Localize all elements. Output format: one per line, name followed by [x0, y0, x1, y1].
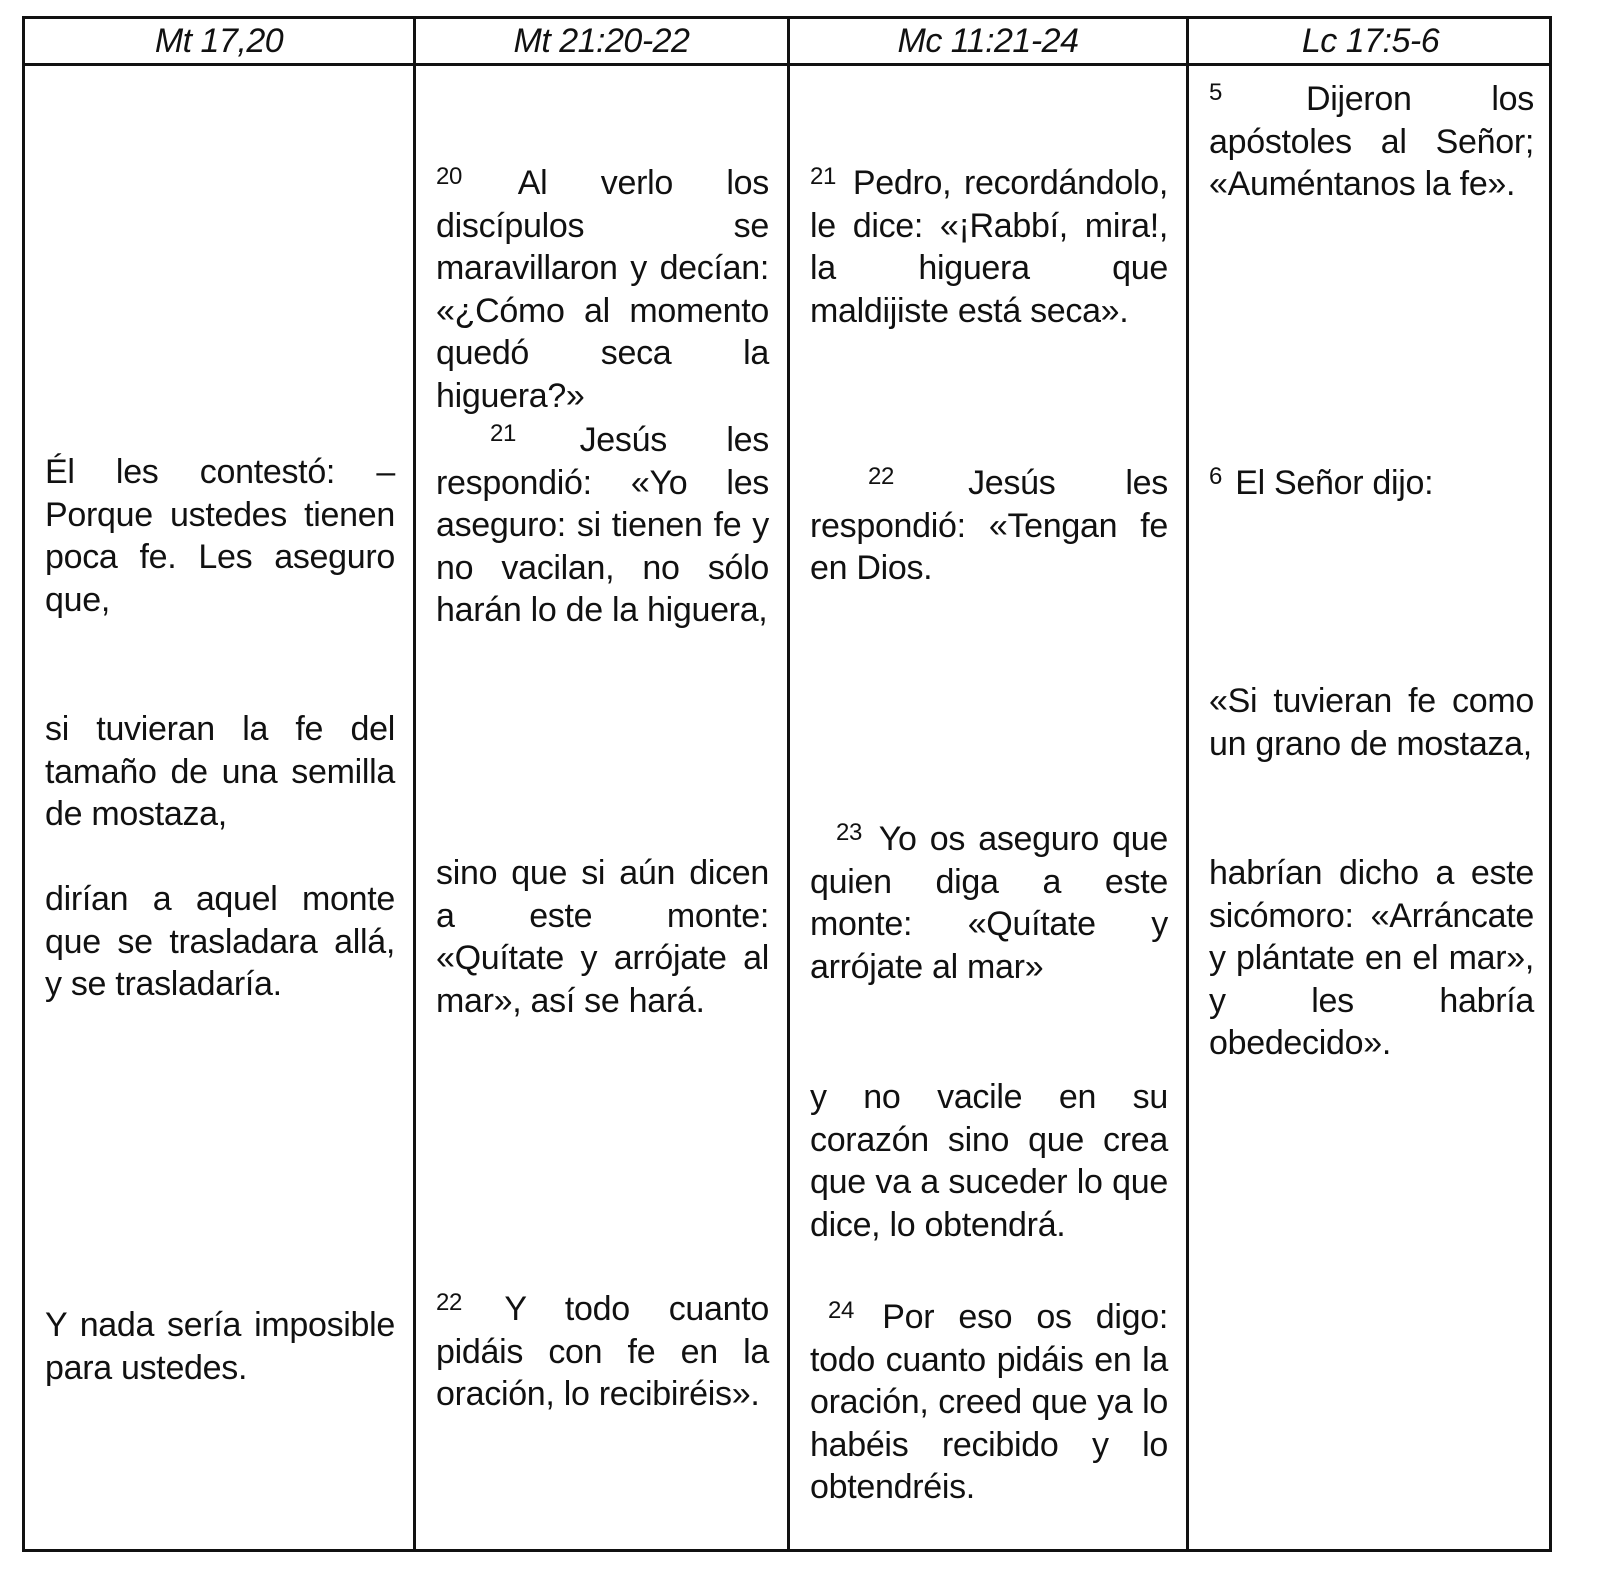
passage-block [436, 1288, 769, 1416]
passage-block [810, 162, 1168, 332]
passage-block [1209, 462, 1534, 505]
synoptic-comparison-table [22, 16, 1552, 1552]
verse-number: 21 [490, 420, 517, 447]
passage-text: dirían a aquel monte que se trasladara allá, y se trasladaría. [45, 880, 395, 1004]
passage-text: Jesús les respondió: «Tengan fe en Dios. [810, 464, 1168, 588]
passage-block [1209, 852, 1534, 1065]
passage-block [1209, 78, 1534, 206]
passage-text: Jesús les respondió: «Yo les aseguro: si tienen fe y no vacilan, no sólo harán lo de la higuera, [436, 421, 769, 630]
column-mt-17 [25, 66, 413, 1549]
passage-text: Y nada sería imposible para ustedes. [45, 1306, 395, 1387]
passage-text: habrían dicho a este sicómoro: «Arráncate y plántate en el mar», y les habría obedecido». [1209, 854, 1534, 1063]
verse-number: 22 [868, 463, 895, 490]
verse-number: 20 [436, 163, 463, 190]
passage-block [436, 162, 769, 418]
verse-number: 23 [836, 819, 863, 846]
passage-block [436, 419, 769, 632]
header-mt-17: Mt 17,20 [154, 21, 284, 60]
passage-text: Dijeron los apóstoles al Señor; «Auméntanos la fe». [1209, 80, 1534, 204]
column-mt-21 [416, 66, 787, 1549]
verse-number: 21 [810, 163, 837, 190]
passage-text: Y todo cuanto pidáis con fe en la oración, lo recibiréis». [436, 1290, 769, 1414]
passage-block [45, 451, 395, 621]
passage-block [45, 1304, 395, 1389]
verse-number: 6 [1209, 463, 1223, 490]
column-mc-11 [790, 66, 1186, 1549]
passage-text: Al verlo los discípulos se maravillaron y decían: «¿Cómo al momento quedó seca la higuera?» [436, 164, 769, 415]
verse-number: 24 [828, 1297, 855, 1324]
passage-block [436, 852, 769, 1022]
passage-block [810, 462, 1168, 590]
passage-text: «Si tuvieran fe como un grano de mostaza, [1209, 682, 1534, 763]
passage-block [45, 878, 395, 1006]
header-lc-17: Lc 17:5-6 [1301, 21, 1440, 60]
passage-block [45, 708, 395, 836]
passage-block [810, 1296, 1168, 1509]
passage-text: Pedro, recordándolo, le dice: «¡Rabbí, mira!, la higuera que maldijiste está seca». [810, 164, 1168, 330]
passage-text: El Señor dijo: [1235, 464, 1434, 502]
passage-text: y no vacile en su corazón sino que crea que va a suceder lo que dice, lo obtendrá. [810, 1078, 1168, 1244]
passage-block [810, 818, 1168, 988]
passage-block [810, 1076, 1168, 1246]
passage-text: sino que si aún dicen a este monte: «Quítate y arrójate al mar», así se hará. [436, 854, 769, 1020]
passage-block [1209, 680, 1534, 765]
passage-text: Él les contestó: – Porque ustedes tienen poca fe. Les aseguro que, [45, 453, 395, 619]
passage-text: Yo os aseguro que quien diga a este monte: «Quítate y arrójate al mar» [810, 820, 1168, 986]
header-mc-11: Mc 11:21-24 [897, 21, 1079, 60]
verse-number: 5 [1209, 79, 1223, 106]
passage-text: Por eso os digo: todo cuanto pidáis en la oración, creed que ya lo habéis recibido y lo obtendréis. [810, 1298, 1168, 1507]
column-lc-17 [1189, 66, 1552, 1549]
verse-number: 22 [436, 1289, 463, 1316]
header-mt-21: Mt 21:20-22 [513, 21, 690, 60]
passage-text: si tuvieran la fe del tamaño de una semilla de mostaza, [45, 710, 395, 834]
